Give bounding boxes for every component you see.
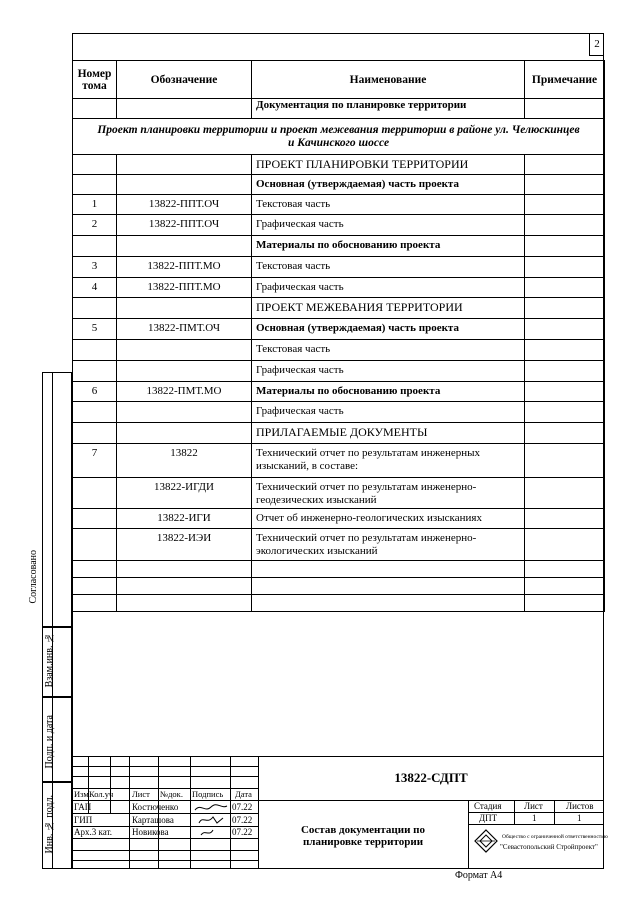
sheet-label: Лист (524, 801, 543, 811)
cell-name: Технический отчет по результатам инженерно-геодезических изысканий (252, 478, 525, 509)
agreed-stamp (42, 372, 72, 627)
cell-code: 13822-ИГДИ (117, 478, 252, 509)
replaced-inv-label: Взам.инв. № (44, 632, 55, 688)
cell-code: 13822-ППТ.МО (117, 278, 252, 298)
table-row (73, 340, 605, 361)
cell-code (117, 340, 252, 361)
cell-code: 13822-ППТ.ОЧ (117, 195, 252, 215)
cell-note (525, 402, 605, 423)
cell-code: 13822 (117, 444, 252, 478)
cell-name: ПРОЕКТ ПЛАНИРОВКИ ТЕРРИТОРИИ (252, 155, 525, 175)
cell-vol: 4 (73, 278, 117, 298)
role-0: ГАП (74, 802, 92, 812)
cell-name: Отчет об инженерно-геологических изысканиях (252, 509, 525, 529)
table-row (73, 478, 605, 509)
table-row (73, 298, 605, 319)
cell-vol (73, 340, 117, 361)
cell-name: Материалы по обоснованию проекта (252, 236, 525, 257)
cell-vol (73, 561, 117, 578)
cell-code: 13822-ПМТ.ОЧ (117, 319, 252, 340)
cell-name: ПРИЛАГАЕМЫЕ ДОКУМЕНТЫ (252, 423, 525, 444)
project-title: Проект планировки территории и проект межевания территории в районе ул. Челюскинцев и Качинского шоссе (73, 119, 605, 155)
company-line2: "Севастопольский Стройпроект" (500, 843, 598, 851)
company-line1: Общество с ограниченной ответственностью (502, 834, 608, 840)
cell-note (525, 561, 605, 578)
cell-note (525, 215, 605, 236)
cell-vol: 2 (73, 215, 117, 236)
table-row (73, 319, 605, 340)
cell-vol: 1 (73, 195, 117, 215)
cell-name: Графическая часть (252, 361, 525, 382)
cell-vol (73, 361, 117, 382)
table-row (73, 236, 605, 257)
cell-name: Текстовая часть (252, 257, 525, 278)
table-row (73, 215, 605, 236)
inv-orig-label: Инв. № подл. (44, 795, 55, 854)
name-2: Новикова (132, 827, 169, 837)
cell-note (525, 578, 605, 595)
table-row (73, 509, 605, 529)
cell-vol (73, 155, 117, 175)
cell-note (525, 340, 605, 361)
cell-vol (73, 402, 117, 423)
hdr-change: Изм (74, 789, 89, 799)
sheet-value: 1 (532, 813, 537, 823)
cell-note (525, 382, 605, 402)
cell-vol: 7 (73, 444, 117, 478)
doc-title: Состав документации по планировке территории (300, 823, 425, 848)
cell-note (525, 595, 605, 612)
cell-code (117, 595, 252, 612)
role-1: ГИП (74, 815, 93, 825)
sheets-label: Листов (566, 801, 594, 811)
section-row (73, 99, 605, 119)
role-2: Арх.3 кат. (74, 827, 113, 837)
cell-note (525, 236, 605, 257)
cell-code (117, 298, 252, 319)
cell-code (117, 402, 252, 423)
cell-name: Технический отчет по результатам инженерных изысканий, в составе: (252, 444, 525, 478)
col-designation: Обозначение (117, 61, 252, 99)
cell-code (117, 578, 252, 595)
hdr-date: Дата (235, 789, 252, 799)
cell-note (525, 361, 605, 382)
hdr-doc: №док. (160, 789, 183, 799)
cell-note (525, 478, 605, 509)
sheet-number: 2 (589, 33, 604, 56)
cell-note (525, 509, 605, 529)
cell-vol (73, 236, 117, 257)
cell-name (252, 578, 525, 595)
hdr-sign: Подпись (192, 789, 224, 799)
cell-name: ПРОЕКТ МЕЖЕВАНИЯ ТЕРРИТОРИИ (252, 298, 525, 319)
document-list-table (72, 60, 605, 612)
cell-vol (73, 529, 117, 561)
cell-name: Технический отчет по результатам инженерно-экологических изысканий (252, 529, 525, 561)
cell-note (525, 529, 605, 561)
sign-date-label: Подп. и дата (44, 715, 55, 769)
cell-vol (73, 298, 117, 319)
cell-code (117, 361, 252, 382)
hdr-sheet: Лист (132, 789, 150, 799)
format-label: Формат А4 (455, 870, 503, 881)
cell-name: Графическая часть (252, 402, 525, 423)
table-row (73, 361, 605, 382)
cell-note (525, 423, 605, 444)
col-volume: Номер тома (73, 61, 117, 99)
cell-vol (73, 509, 117, 529)
date-1: 07.22 (232, 815, 253, 825)
cell-name: Основная (утверждаемая) часть проекта (252, 319, 525, 340)
table-row (73, 402, 605, 423)
cell-code (117, 236, 252, 257)
cell-note (525, 444, 605, 478)
cell-code (117, 423, 252, 444)
cell-vol (73, 175, 117, 195)
cell-note (525, 195, 605, 215)
col-note: Примечание (525, 61, 605, 99)
table-row (73, 578, 605, 595)
cell-vol (73, 423, 117, 444)
table-row (73, 195, 605, 215)
cell-code (117, 561, 252, 578)
doc-code: 13822-СДПТ (394, 770, 468, 785)
date-2: 07.22 (232, 827, 253, 837)
cell-vol: 5 (73, 319, 117, 340)
stage-label: Стадия (474, 801, 502, 811)
cell-vol: 3 (73, 257, 117, 278)
table-row (73, 423, 605, 444)
table-row (73, 278, 605, 298)
table-row (73, 444, 605, 478)
cell-code (117, 155, 252, 175)
cell-name: Графическая часть (252, 215, 525, 236)
cell-note (525, 319, 605, 340)
cell-vol (73, 578, 117, 595)
table-row (73, 595, 605, 612)
table-row (73, 529, 605, 561)
hdr-qty: Кол.уч (89, 789, 114, 799)
agreed-label: Согласовано (28, 550, 39, 604)
cell-code: 13822-ППТ.ОЧ (117, 215, 252, 236)
name-0: Костюченко (132, 802, 179, 812)
cell-note (525, 278, 605, 298)
cell-name: Основная (утверждаемая) часть проекта (252, 175, 525, 195)
date-0: 07.22 (232, 802, 253, 812)
table-header-row (73, 61, 605, 99)
table-row (73, 382, 605, 402)
cell-vol (73, 478, 117, 509)
table-row (73, 257, 605, 278)
cell-code (117, 175, 252, 195)
cell-note (525, 298, 605, 319)
col-name: Наименование (252, 61, 525, 99)
sheets-value: 1 (577, 813, 582, 823)
table-row (73, 175, 605, 195)
company-logo-icon (474, 829, 498, 853)
cell-code: 13822-ППТ.МО (117, 257, 252, 278)
title-block (72, 756, 608, 869)
cell-code: 13822-ИЭИ (117, 529, 252, 561)
table-row (73, 155, 605, 175)
cell-name: Материалы по обоснованию проекта (252, 382, 525, 402)
stage-value: ДПТ (479, 813, 498, 823)
cell-code: 13822-ПМТ.МО (117, 382, 252, 402)
cell-name: Текстовая часть (252, 195, 525, 215)
project-title-row (73, 119, 605, 155)
section-title: Документация по планировке территории (252, 99, 525, 119)
cell-name: Графическая часть (252, 278, 525, 298)
cell-vol (73, 595, 117, 612)
cell-vol: 6 (73, 382, 117, 402)
cell-name (252, 595, 525, 612)
name-1: Карташова (132, 815, 174, 825)
cell-code: 13822-ИГИ (117, 509, 252, 529)
cell-note (525, 155, 605, 175)
cell-name (252, 561, 525, 578)
cell-note (525, 175, 605, 195)
cell-name: Текстовая часть (252, 340, 525, 361)
cell-note (525, 257, 605, 278)
signatures (191, 801, 229, 839)
table-row (73, 561, 605, 578)
